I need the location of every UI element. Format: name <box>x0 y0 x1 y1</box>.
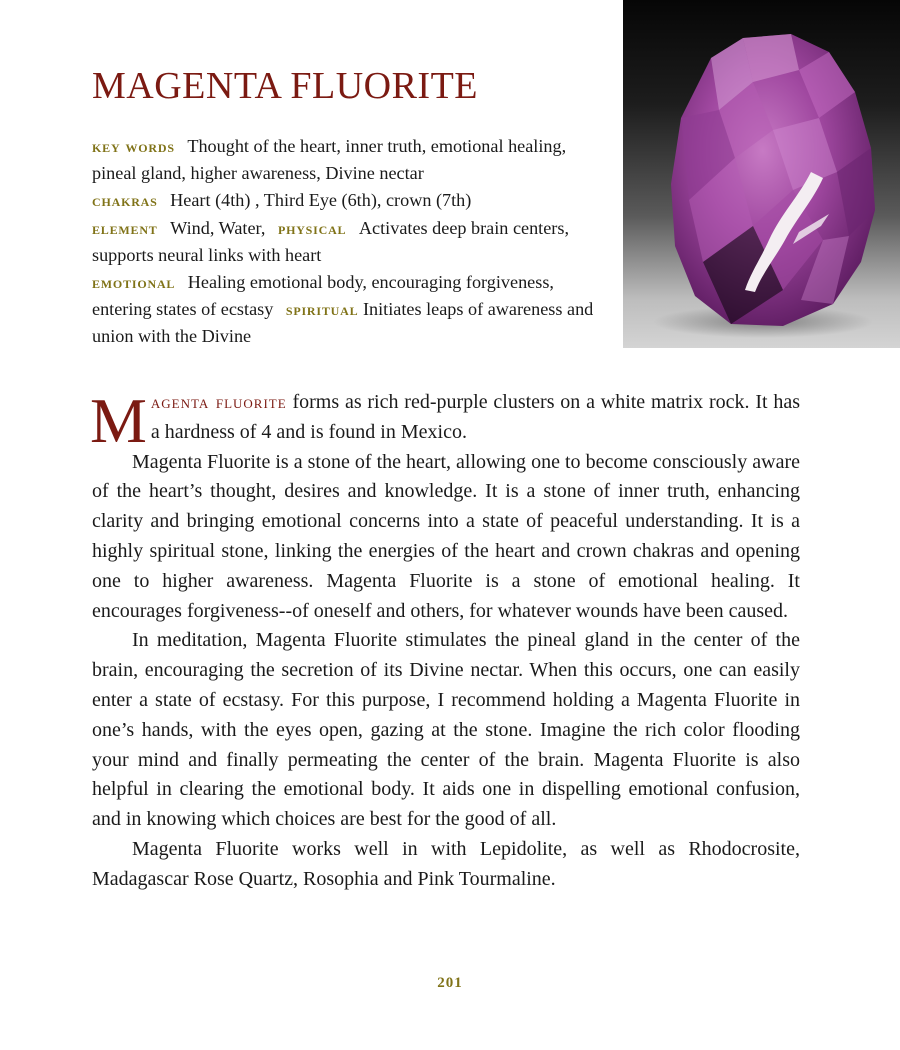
physical-value: Activates deep brain centers, supports neural links with heart <box>92 217 569 265</box>
paragraph-heart: Magenta Fluorite is a stone of the heart, allowing one to become consciously aware of the heart’s thought, desires and knowledge. It is a stone of inner truth, enhancing clarity and bringing emotional concerns into a state of peaceful understanding. It is a highly spiritual stone, linking the energies of the heart and crown chakras and opening one to higher awareness. Magenta Fluorite is a stone of emotional healing. It encourages forgiveness--of oneself and others, for whatever wounds have been caused. <box>92 450 800 622</box>
paragraph-intro-text: forms as rich red-purple clusters on a white matrix rock. It has a hardness of 4 and is found in Mexico. <box>150 391 800 443</box>
page-title: MAGENTA FLUORITE <box>92 65 478 107</box>
properties-block <box>92 133 612 351</box>
key-words-label: key words <box>92 137 175 156</box>
paragraph-combinations: Magenta Fluorite works well in with Lepidolite, as well as Rhodocrosite, Madagascar Rose Quartz, Rosophia and Pink Tourmaline. <box>92 837 800 890</box>
drop-cap: M <box>90 385 147 456</box>
element-value: Wind, Water, <box>170 217 266 238</box>
spiritual-value: Initiates leaps of awareness and union with the Divine <box>92 299 594 347</box>
magenta-fluorite-crystal-icon <box>623 0 900 348</box>
lead-smallcaps: agenta fluorite <box>150 392 287 413</box>
key-words-value: Thought of the heart, inner truth, emotional healing, pineal gland, higher awareness, Divine nectar <box>92 136 567 184</box>
emotional-label: emotional <box>92 273 176 293</box>
body-text <box>90 385 800 895</box>
chakras-value: Heart (4th) , Third Eye (6th), crown (7th) <box>170 190 472 211</box>
chakras-label: chakras <box>92 191 158 211</box>
crystal-photo <box>623 0 900 348</box>
page-number: 201 <box>437 975 463 991</box>
paragraph-meditation: In meditation, Magenta Fluorite stimulates the pineal gland in the center of the brain, encouraging the secretion of its Divine nectar. When this occurs, one can easily enter a state of ecstasy. For this purpose, I recommend holding a Magenta Fluorite in one’s hands, with the eyes open, gazing at the stone. Imagine the rich color flooding your mind and finally permeating the center of the brain. Magenta Fluorite is also helpful in clearing the emotional body. It aids one in dispelling emotional confusion, and in knowing which choices are best for the good of all. <box>92 629 800 831</box>
spiritual-label: spiritual <box>285 300 359 320</box>
physical-label: physical <box>277 218 347 238</box>
paragraph-intro <box>90 385 800 456</box>
emotional-value: Healing emotional body, encouraging forgiveness, entering states of ecstasy <box>92 272 554 320</box>
element-label: element <box>92 218 158 238</box>
